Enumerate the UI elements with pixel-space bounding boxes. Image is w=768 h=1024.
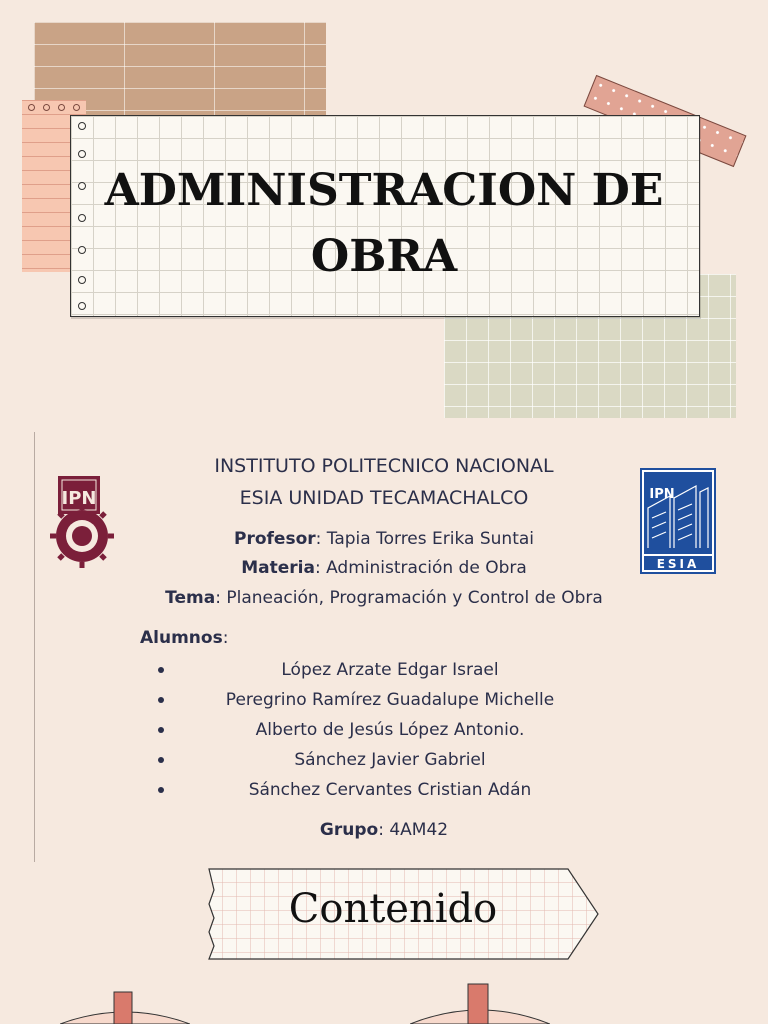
bullet-icon (158, 757, 164, 763)
list-item: López Arzate Edgar Israel (150, 655, 600, 685)
students-heading: Alumnos: (140, 628, 229, 648)
esia-logo-top-text: IPN (649, 487, 675, 502)
title-line-2: OBRA (310, 231, 458, 282)
pin-circle-icon (410, 982, 550, 1024)
profesor-value: Tapia Torres Erika Suntai (326, 529, 534, 549)
ipn-logo-text: IPN (61, 488, 97, 509)
profesor-line: Profesor: Tapia Torres Erika Suntai (234, 529, 534, 549)
bullet-icon (158, 787, 164, 793)
materia-line: Materia: Administración de Obra (241, 558, 527, 578)
tema-value: Planeación, Programación y Control de Obra (226, 588, 603, 608)
tema-label: Tema (165, 588, 216, 608)
bullet-icon (158, 727, 164, 733)
binder-hole-icon (78, 122, 86, 130)
group-label: Grupo (319, 820, 379, 840)
pin-circle-icon (60, 990, 190, 1024)
list-item: Alberto de Jesús López Antonio. (150, 715, 600, 745)
list-item: Sánchez Javier Gabriel (150, 745, 600, 775)
tema-line: Tema: Planeación, Programación y Control de Obra (165, 588, 603, 608)
institution-block (120, 450, 648, 514)
institution-name: INSTITUTO POLITECNICO NACIONAL (214, 455, 554, 477)
title-line-1: ADMINISTRACION DE (104, 165, 664, 216)
divider-line (34, 432, 35, 862)
ipn-logo-icon (48, 470, 118, 572)
esia-logo-bottom-text: ESIA (656, 557, 700, 571)
students-list (150, 655, 600, 805)
institution-unit: ESIA UNIDAD TECAMACHALCO (239, 487, 529, 509)
binder-hole-icon (78, 150, 86, 158)
contents-label: Contenido (288, 886, 498, 932)
contents-button[interactable] (208, 868, 600, 960)
materia-value: Administración de Obra (326, 558, 527, 578)
bullet-icon (158, 697, 164, 703)
esia-logo-icon (640, 468, 716, 574)
page-title (82, 158, 686, 290)
binder-hole-icon (78, 302, 86, 310)
list-item: Sánchez Cervantes Cristian Adán (150, 775, 600, 805)
list-item: Peregrino Ramírez Guadalupe Michelle (150, 685, 600, 715)
materia-label: Materia (241, 558, 315, 578)
profesor-label: Profesor (234, 529, 316, 549)
bullet-icon (158, 667, 164, 673)
group-line: Grupo: 4AM42 (319, 820, 449, 840)
group-value: 4AM42 (389, 820, 449, 840)
